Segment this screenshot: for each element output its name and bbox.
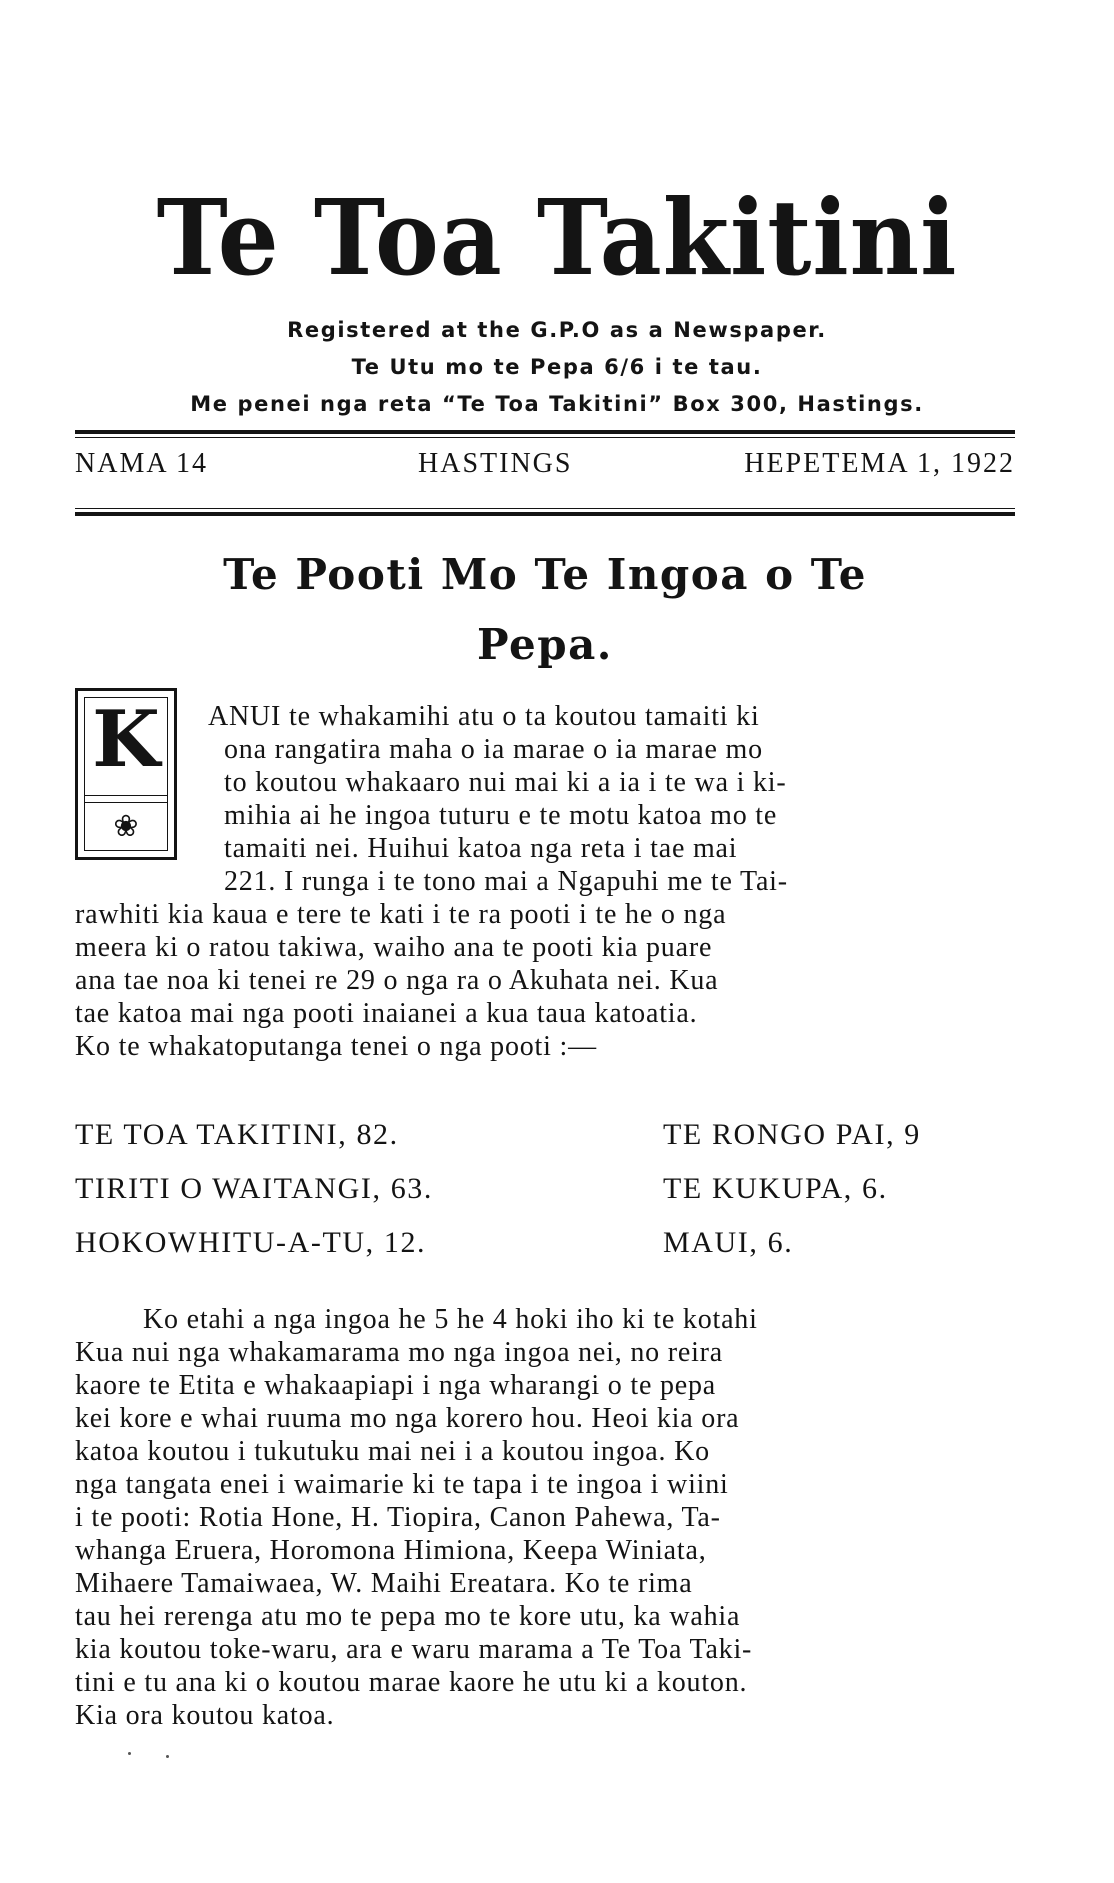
para2-line: Ko etahi a nga ingoa he 5 he 4 hoki iho ki te kotahi: [143, 1304, 758, 1335]
result-item: MAUI, 6.: [663, 1226, 794, 1259]
issue-date: HEPETEMA 1, 1922: [744, 448, 1015, 479]
top-rule-thick: [75, 430, 1015, 434]
drop-cap-divider: [84, 795, 168, 803]
bottom-rule-thin: [75, 508, 1015, 509]
para1-line: ANUI te whakamihi atu o ta koutou tamaiti ki: [208, 701, 760, 732]
para1-line: tamaiti nei. Huihui katoa nga reta i tae mai: [224, 833, 738, 864]
para1-line: 221. I runga i te tono mai a Ngapuhi me te Tai-: [224, 866, 788, 897]
masthead-title: Te Toa Takitini: [156, 176, 958, 299]
para1-line: meera ki o ratou takiwa, waiho ana te pooti kia puare: [75, 932, 713, 963]
price-line: Te Utu mo te Pepa 6/6 i te tau.: [351, 355, 763, 379]
para2-line: Kua nui nga whakamarama mo nga ingoa nei, no reira: [75, 1337, 724, 1368]
result-item: HOKOWHITU-A-TU, 12.: [75, 1226, 427, 1259]
drop-cap-letter: K: [92, 694, 160, 785]
para1-line: rawhiti kia kaua e tere te kati i te ra pooti i te he o nga: [75, 899, 727, 930]
para1-line: mihia ai he ingoa tuturu e te motu katoa mo te: [224, 800, 778, 831]
flower-ornament-icon: ❀: [113, 809, 139, 844]
top-rule-thin: [75, 437, 1015, 438]
para2-line: kaore te Etita e whakaapiapi i nga wharangi o te pepa: [75, 1370, 717, 1401]
para2-line: Kia ora koutou katoa.: [75, 1700, 335, 1731]
para2-line: nga tangata enei i waimarie ki te tapa i te ingoa i wiini: [75, 1469, 729, 1500]
result-item: TE KUKUPA, 6.: [663, 1172, 888, 1205]
drop-cap-box: [75, 688, 177, 860]
para2-line: whanga Eruera, Horomona Himiona, Keepa Winiata,: [75, 1535, 707, 1566]
para1-line: to koutou whakaaro nui mai ki a ia i te wa i ki-: [224, 767, 787, 798]
print-speck: [128, 1752, 131, 1755]
issue-number: NAMA 14: [75, 448, 209, 479]
result-item: TIRITI O WAITANGI, 63.: [75, 1172, 434, 1205]
headline-line-1: Te Pooti Mo Te Ingoa o Te: [223, 550, 867, 599]
para2-line: tau hei rerenga atu mo te pepa mo te kore utu, ka wahia: [75, 1601, 741, 1632]
print-speck: [166, 1755, 169, 1758]
para2-line: tini e tu ana ki o koutou marae kaore he utu ki a kouton.: [75, 1667, 748, 1698]
registration-line: Registered at the G.P.O as a Newspaper.: [287, 318, 827, 342]
address-line: Me penei nga reta “Te Toa Takitini” Box 300, Hastings.: [190, 392, 924, 416]
issue-place: HASTINGS: [418, 448, 573, 479]
para2-line: katoa koutou i tukutuku mai nei i a koutou ingoa. Ko: [75, 1436, 710, 1467]
para2-line: kei kore e whai ruuma mo nga korero hou. Heoi kia ora: [75, 1403, 740, 1434]
para2-line: kia koutou toke-waru, ara e waru marama a Te Toa Taki-: [75, 1634, 753, 1665]
para1-line: ona rangatira maha o ia marae o ia marae mo: [224, 734, 763, 765]
para1-line: ana tae noa ki tenei re 29 o nga ra o Akuhata nei. Kua: [75, 965, 719, 996]
para1-line: tae katoa mai nga pooti inaianei a kua taua katoatia.: [75, 998, 698, 1029]
result-item: TE TOA TAKITINI, 82.: [75, 1118, 399, 1151]
para2-line: Mihaere Tamaiwaea, W. Maihi Ereatara. Ko te rima: [75, 1568, 693, 1599]
result-item: TE RONGO PAI, 9: [663, 1118, 921, 1151]
para2-line: i te pooti: Rotia Hone, H. Tiopira, Canon Pahewa, Ta-: [75, 1502, 721, 1533]
bottom-rule-thick: [75, 512, 1015, 516]
para1-line: Ko te whakatoputanga tenei o nga pooti :—: [75, 1031, 597, 1062]
headline-line-2: Pepa.: [477, 620, 613, 669]
